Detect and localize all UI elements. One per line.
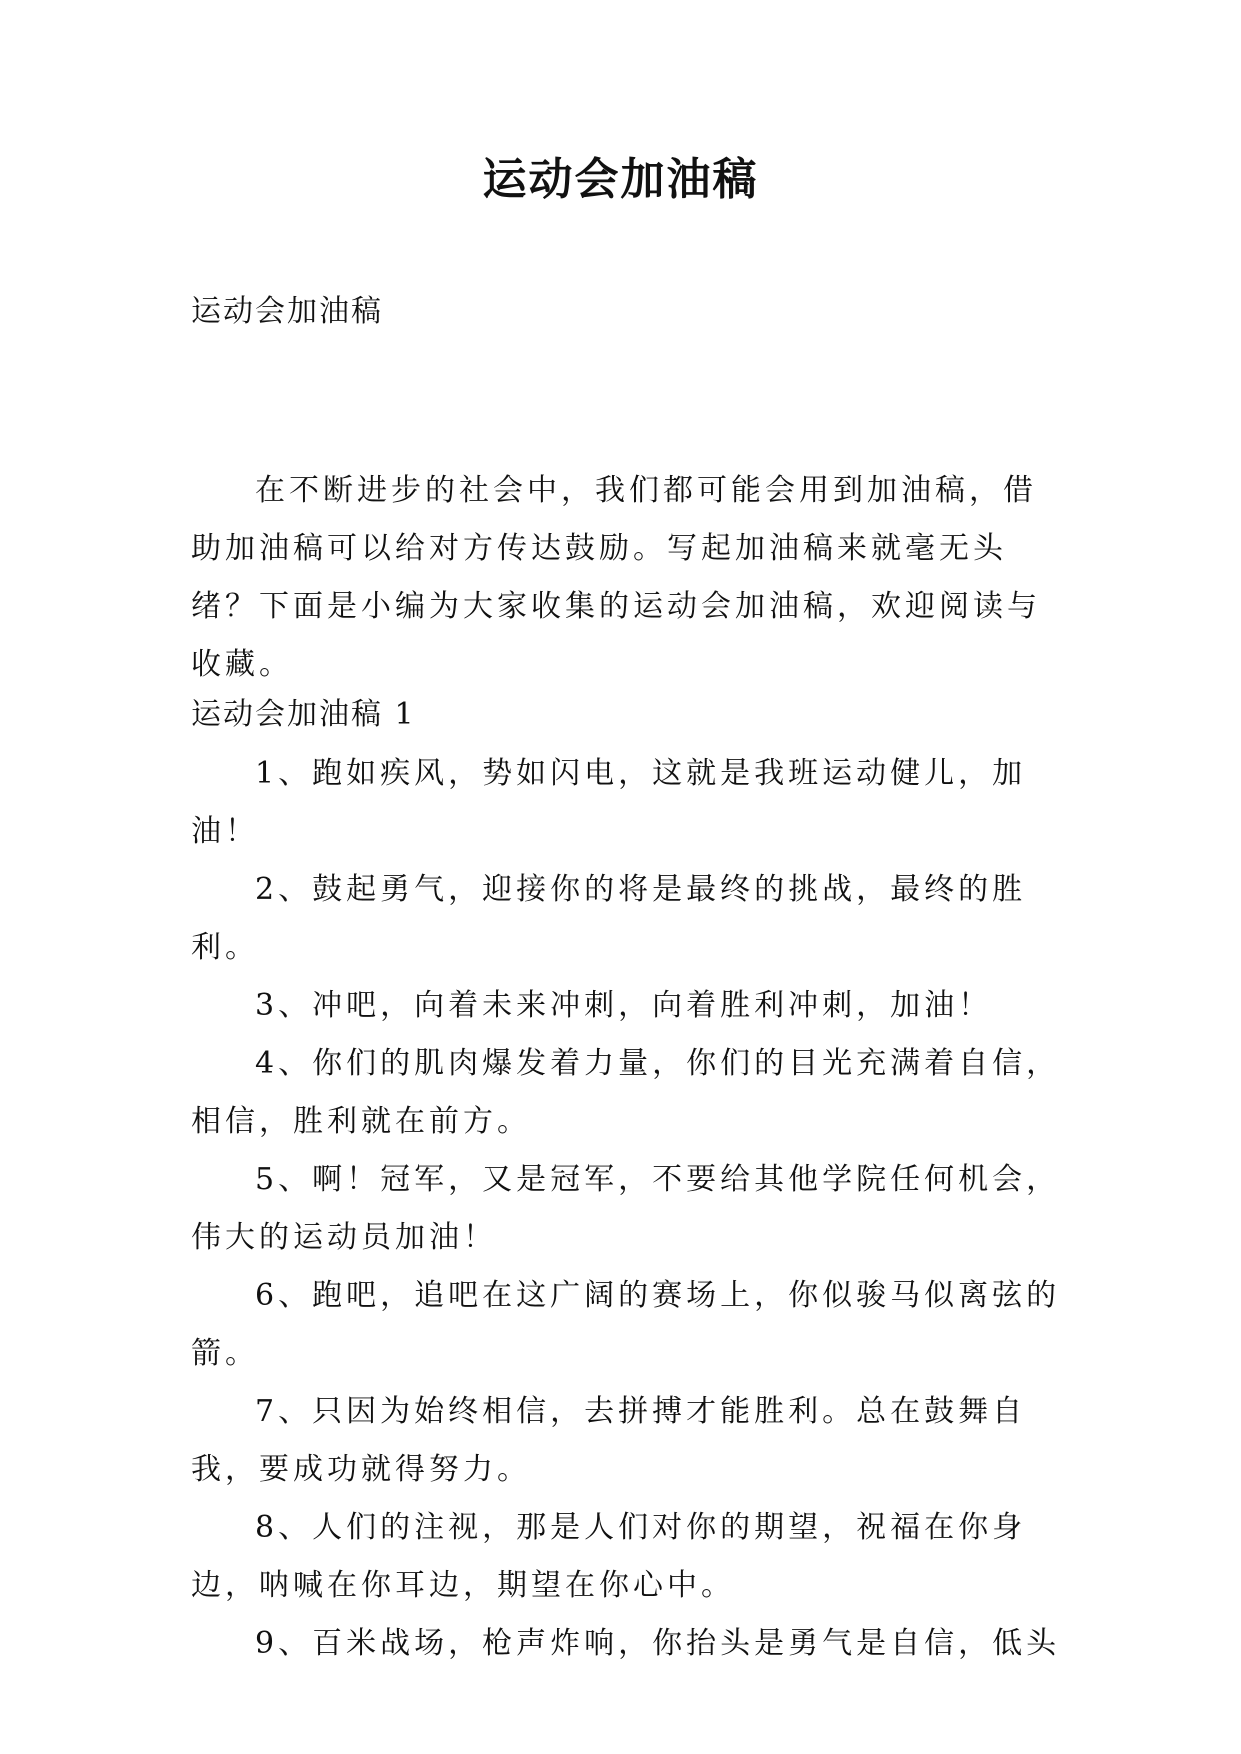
list-item: 3、冲吧，向着未来冲刺，向着胜利冲刺，加油！ <box>255 988 993 1023</box>
section-heading: 运动会加油稿 1 <box>191 697 416 732</box>
list-item: 2、鼓起勇气，迎接你的将是最终的挑战，最终的胜利。 <box>191 872 1027 965</box>
list-item: 1、跑如疾风，势如闪电，这就是我班运动健儿，加油！ <box>191 756 1027 849</box>
cheer-list <box>191 745 1071 1673</box>
document-title: 运动会加油稿 <box>482 154 759 205</box>
list-item: 9、百米战场，枪声炸响，你抬头是勇气是自信，低头 <box>255 1626 1061 1661</box>
list-item: 8、人们的注视，那是人们对你的期望，祝福在你身边，呐喊在你耳边，期望在你心中。 <box>191 1510 1027 1603</box>
document-subtitle: 运动会加油稿 <box>191 294 383 329</box>
list-item: 6、跑吧，追吧在这广阔的赛场上，你似骏马似离弦的箭。 <box>191 1278 1061 1371</box>
list-item: 7、只因为始终相信，去拼搏才能胜利。总在鼓舞自我，要成功就得努力。 <box>191 1394 1027 1487</box>
intro-paragraph: 在不断进步的社会中，我们都可能会用到加油稿，借助加油稿可以给对方传达鼓励。写起加油稿来就毫无头绪？下面是小编为大家收集的运动会加油稿，欢迎阅读与收藏。 <box>191 473 1041 682</box>
list-item: 5、啊！冠军，又是冠军，不要给其他学院任何机会，伟大的运动员加油！ <box>191 1162 1061 1255</box>
list-item: 4、你们的肌肉爆发着力量，你们的目光充满着自信，相信，胜利就在前方。 <box>191 1046 1061 1139</box>
